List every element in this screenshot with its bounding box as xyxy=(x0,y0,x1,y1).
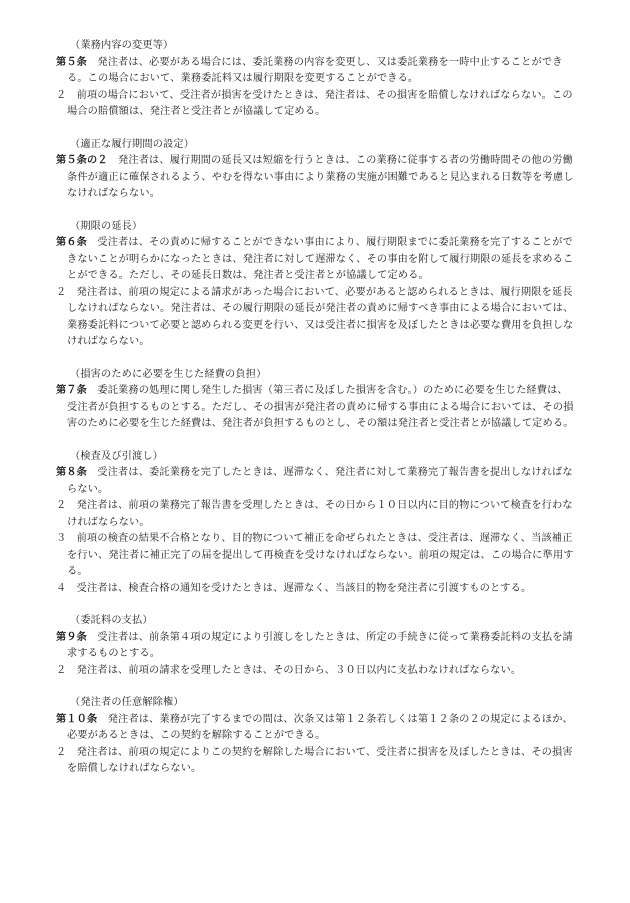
paragraph-text: 発注者は、前項の請求を受理したときは、その日から、３０日以内に支払わなければならない。 xyxy=(66,664,522,676)
paragraph-text: 発注者は、前項の業務完了報告書を受理したときは、その日から１０日以内に目的物について検査を行わなければならない。 xyxy=(66,500,573,528)
paragraph-text: 発注者は、必要がある場合には、委託業務の内容を変更し、又は委託業務を一時中止することができる。この場合において、業務委託料又は履行期限を変更することができる。 xyxy=(67,56,563,84)
paragraph-text: 受注者は、前条第４項の規定により引渡しをしたときは、所定の手続きに従って業務委託料の支払を請求するものとする。 xyxy=(67,631,573,659)
paragraph-text: 発注者は、業務が完了するまでの間は、次条又は第１２条若しくは第１２条の２の規定によるほか、必要があるときは、この契約を解除することができる。 xyxy=(67,713,573,741)
article-section xyxy=(56,695,576,778)
paragraph-number: ３ xyxy=(56,533,67,544)
article-paragraph xyxy=(56,581,576,598)
paragraph-number: 第５条 xyxy=(56,56,88,68)
article-heading: （期限の延長） xyxy=(70,220,143,232)
article-paragraph xyxy=(56,663,576,680)
paragraph-text: 前項の検査の結果不合格となり、目的物について補正を命ぜられたときは、受注者は、遅滞なく、当該補正を行い、発注者に補正完了の届を提出して再検査を受けなければならない。前項の規定は、この場合に準用する。 xyxy=(66,533,574,577)
paragraph-text: 受注者は、委託業務を完了したときは、遅滞なく、発注者に対して業務完了報告書を提出しなければならない。 xyxy=(67,467,573,495)
paragraph-text: 発注者は、前項の規定による請求があった場合において、必要があると認められるときは、履行期限を延長しなければならない。発注者は、その履行期限の延長が発注者の責めに帰すべき事由による場合においては、業務委託料について必要と認められる変更を行い、又は受注者に損害を及ぼしたときは必要な費用を負担しなければならない。 xyxy=(66,286,574,347)
article-heading: （損害のために必要を生じた経費の負担） xyxy=(70,368,267,380)
article-heading: （発注者の任意解除権） xyxy=(70,697,184,708)
paragraph-number: ２ xyxy=(56,746,67,758)
article-heading: （委託料の支払） xyxy=(70,615,153,626)
paragraph-text: 委託業務の処理に関し発生した損害（第三者に及ぼした損害を含む。）のために必要を生じた経費は、受注者が負担するものとする。ただし、その損害が発注者の責めに帰する事由による場合においては、その損害のために必要を生じた経費は、発注者が負担するものとし、その額は発注者と受注者とが協議して定める。 xyxy=(67,385,574,429)
contract-document xyxy=(56,38,576,778)
paragraph-number: ４ xyxy=(56,582,67,594)
article-paragraph xyxy=(56,383,576,433)
paragraph-number: 第５条の２ xyxy=(56,155,108,166)
paragraph-text: 受注者は、その責めに帰することができない事由により、履行期限までに委託業務を完了することができないことが明らかになったときは、発注者に対して遅滞なく、その事由を附して履行期限の延長を求めることができる。ただし、その延長日数は、発注者と受注者とが協議して定める。 xyxy=(67,237,574,281)
paragraph-text: 受注者は、検査合格の通知を受けたときは、遅滞なく、当該目的物を発注者に引渡すものとする。 xyxy=(66,582,532,594)
article-paragraph xyxy=(56,745,576,778)
article-section xyxy=(56,137,576,203)
paragraph-number: ２ xyxy=(56,500,67,511)
paragraph-number: 第８条 xyxy=(56,467,88,478)
paragraph-text: 発注者は、履行期間の延長又は短縮を行うときは、この業務に従事する者の労働時間その他の労働条件が適正に確保されるよう、やむを得ない事由により業務の実施が困難であると見込まれる日数等を考慮しなければならない。 xyxy=(67,155,574,199)
paragraph-number: 第６条 xyxy=(56,237,88,248)
article-paragraph xyxy=(56,88,576,121)
article-section xyxy=(56,613,576,679)
article-heading: （適正な履行期間の設定） xyxy=(70,138,195,150)
paragraph-number: 第１０条 xyxy=(56,713,98,725)
article-section xyxy=(56,219,576,351)
paragraph-number: ２ xyxy=(56,664,67,676)
article-paragraph xyxy=(56,55,576,88)
article-paragraph xyxy=(56,153,576,203)
article-paragraph xyxy=(56,465,576,498)
paragraph-text: 前項の場合において、受注者が損害を受けたときは、発注者は、その損害を賠償しなければならない。この場合の賠償額は、発注者と受注者とが協議して定める。 xyxy=(66,89,573,117)
article-paragraph xyxy=(56,498,576,531)
article-heading: （業務内容の変更等） xyxy=(70,40,174,51)
paragraph-number: 第９条 xyxy=(56,631,88,643)
article-paragraph xyxy=(56,630,576,663)
article-paragraph xyxy=(56,712,576,745)
article-paragraph xyxy=(56,235,576,285)
article-section xyxy=(56,449,576,598)
article-heading: （検査及び引渡し） xyxy=(70,450,164,462)
paragraph-text: 発注者は、前項の規定によりこの契約を解除した場合において、受注者に損害を及ぼしたときは、その損害を賠償しなければならない。 xyxy=(66,746,573,774)
article-paragraph xyxy=(56,531,576,581)
article-section xyxy=(56,367,576,433)
article-section xyxy=(56,38,576,121)
paragraph-number: ２ xyxy=(56,286,67,298)
paragraph-number: 第７条 xyxy=(56,385,88,396)
paragraph-number: ２ xyxy=(56,89,67,101)
article-paragraph xyxy=(56,285,576,351)
